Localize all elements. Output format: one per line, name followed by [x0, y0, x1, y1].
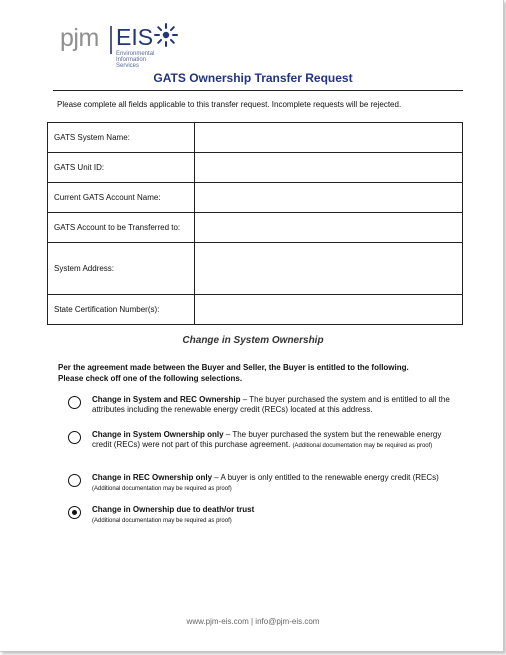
- radio-button[interactable]: [68, 474, 81, 487]
- field-label-current-account: Current GATS Account Name:: [48, 183, 195, 213]
- option-description: – The buyer purchased the system and is entitled to all the attributes including the renewable energy credit (RECs) located at this address.: [92, 395, 450, 414]
- option-title: Change in System and REC Ownership: [92, 395, 241, 404]
- option-text: [92, 395, 452, 415]
- field-label-system-name: GATS System Name:: [48, 123, 195, 153]
- option-text: [92, 473, 452, 494]
- radio-button[interactable]: [68, 396, 81, 409]
- logo-eis-text: EIS: [116, 24, 154, 50]
- footer-contact: www.pjm-eis.com | info@pjm-eis.com: [186, 617, 320, 626]
- option-description: – A buyer is only entitled to the renewable energy credit (RECs): [212, 473, 439, 482]
- option-text: [92, 505, 452, 526]
- field-label-unit-id: GATS Unit ID:: [48, 153, 195, 183]
- logo-pjm-text: pjm: [60, 24, 99, 52]
- option-title: Change in Ownership due to death/or trust: [92, 505, 255, 514]
- option-note: (Additional documentation may be required as proof): [92, 518, 232, 524]
- fields-table: [47, 122, 463, 325]
- logo-subtitle-line1: Environmental: [116, 51, 155, 57]
- radio-dot-icon: [72, 510, 77, 515]
- field-input-transfer-account[interactable]: [195, 213, 463, 243]
- field-input-system-name[interactable]: [195, 123, 463, 153]
- sunburst-icon: [153, 22, 179, 48]
- document-title: GATS Ownership Transfer Request: [153, 71, 353, 85]
- table-row: [48, 295, 463, 325]
- field-input-system-address[interactable]: [195, 243, 463, 295]
- table-row: [48, 153, 463, 183]
- title-rule: [53, 90, 463, 91]
- field-input-current-account[interactable]: [195, 183, 463, 213]
- field-label-system-address: System Address:: [48, 243, 195, 295]
- table-row: [48, 183, 463, 213]
- field-label-transfer-account: GATS Account to be Transferred to:: [48, 213, 195, 243]
- option-note: (Additional documentation may be required as proof): [292, 443, 433, 449]
- table-row: [48, 213, 463, 243]
- radio-button-selected[interactable]: [68, 506, 81, 519]
- section-title: Change in System Ownership: [182, 335, 324, 346]
- option-title: Change in REC Ownership only: [92, 473, 213, 482]
- table-row: [48, 243, 463, 295]
- radio-button[interactable]: [68, 431, 81, 444]
- logo-divider: [110, 26, 112, 54]
- field-input-unit-id[interactable]: [195, 153, 463, 183]
- instructions-text: Per the agreement made between the Buyer and Seller, the Buyer is entitled to the following. Please check off one of the following selections.: [58, 363, 409, 383]
- option-note: (Additional documentation may be required as proof): [92, 486, 232, 492]
- table-row: [48, 123, 463, 153]
- field-label-state-cert: State Certification Number(s):: [48, 295, 195, 325]
- intro-text: Please complete all fields applicable to this transfer request. Incomplete requests will be rejected.: [57, 100, 402, 109]
- field-input-state-cert[interactable]: [195, 295, 463, 325]
- option-text: [92, 430, 452, 451]
- option-title: Change in System Ownership only: [92, 430, 224, 439]
- option-description: – The buyer purchased the system but the renewable energy credit (RECs) were not part of this purchase agreement.: [92, 430, 442, 449]
- logo-subtitle-line2: Information Services: [116, 57, 147, 69]
